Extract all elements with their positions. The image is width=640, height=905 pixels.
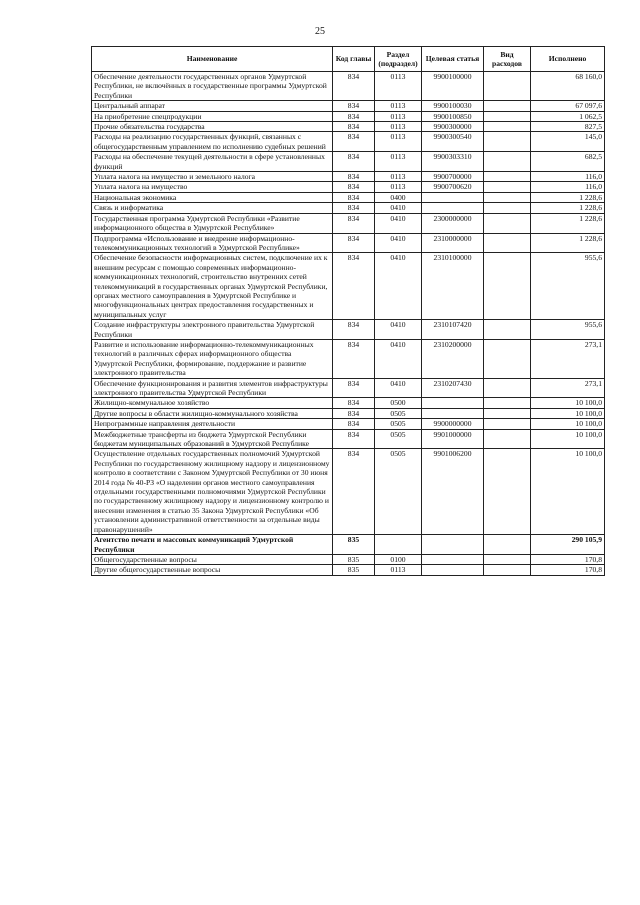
cell-kod: 834	[333, 122, 375, 132]
cell-kod: 834	[333, 419, 375, 429]
cell-celevaya: 9900303310	[422, 152, 484, 172]
cell-vid	[484, 554, 531, 564]
header-vid: Вид расходов	[484, 47, 531, 72]
table-row	[92, 419, 605, 429]
cell-name: Обеспечение безопасности информационных систем, подключение их к внешним ресурсам с помощью современных информационно-коммуникационных технологий, строительство внутренних сетей телекоммуникаций в государственных органах Удмуртской Республики, органах местного самоуправления в Удмуртской Республике и многофункциональных центрах предоставления государственных и муниципальных услуг	[92, 253, 333, 320]
cell-kod: 834	[333, 182, 375, 192]
cell-kod: 834	[333, 172, 375, 182]
cell-ispolneno: 170,8	[531, 554, 605, 564]
cell-ispolneno: 170,8	[531, 565, 605, 575]
table-row	[92, 253, 605, 320]
table-row	[92, 449, 605, 535]
cell-vid	[484, 213, 531, 233]
cell-vid	[484, 182, 531, 192]
header-kod: Код главы	[333, 47, 375, 72]
cell-celevaya: 9901006200	[422, 449, 484, 535]
budget-table	[91, 46, 605, 576]
cell-vid	[484, 429, 531, 449]
cell-vid	[484, 408, 531, 418]
cell-vid	[484, 320, 531, 340]
cell-razdel: 0113	[375, 72, 422, 101]
cell-kod: 834	[333, 213, 375, 233]
cell-razdel: 0505	[375, 449, 422, 535]
cell-kod: 834	[333, 339, 375, 378]
table-row	[92, 72, 605, 101]
cell-ispolneno: 10 100,0	[531, 429, 605, 449]
cell-ispolneno: 1 228,6	[531, 192, 605, 202]
cell-name: Другие вопросы в области жилищно-коммунального хозяйства	[92, 408, 333, 418]
cell-ispolneno: 955,6	[531, 320, 605, 340]
cell-kod: 834	[333, 101, 375, 111]
table-row	[92, 320, 605, 340]
cell-name: Осуществление отдельных государственных полномочий Удмуртской Республики по государственному жилищному надзору и лицензионному контролю в соответствии с Законом Удмуртской Республики от 30 июня 2014 года № 40-РЗ «О наделении органов местного самоуправления отдельными государственными полномочиями Удмуртской Республики по государственному жилищному надзору и лицензионному контролю и внесении изменения в статью 35 Закона Удмуртской Республики «Об установлении административной ответственности за отдельные виды правонарушений»	[92, 449, 333, 535]
cell-celevaya: 9900100000	[422, 72, 484, 101]
table-row	[92, 398, 605, 408]
cell-vid	[484, 72, 531, 101]
cell-vid	[484, 419, 531, 429]
cell-kod: 834	[333, 408, 375, 418]
cell-name: Другие общегосударственные вопросы	[92, 565, 333, 575]
cell-name: На приобретение спецпродукции	[92, 111, 333, 121]
table-row	[92, 172, 605, 182]
cell-razdel: 0113	[375, 122, 422, 132]
cell-ispolneno: 67 097,6	[531, 101, 605, 111]
cell-kod: 834	[333, 233, 375, 253]
cell-razdel: 0410	[375, 320, 422, 340]
cell-celevaya: 2310000000	[422, 233, 484, 253]
cell-kod: 834	[333, 449, 375, 535]
table-row	[92, 408, 605, 418]
cell-razdel: 0113	[375, 111, 422, 121]
cell-ispolneno: 10 100,0	[531, 408, 605, 418]
cell-celevaya	[422, 408, 484, 418]
cell-razdel: 0113	[375, 101, 422, 111]
page-number: 25	[315, 26, 325, 37]
cell-celevaya: 9900700620	[422, 182, 484, 192]
cell-vid	[484, 535, 531, 555]
table-row	[92, 378, 605, 398]
cell-kod: 835	[333, 565, 375, 575]
cell-celevaya: 2310107420	[422, 320, 484, 340]
cell-name: Уплата налога на имущество	[92, 182, 333, 192]
cell-vid	[484, 111, 531, 121]
cell-kod: 834	[333, 253, 375, 320]
cell-celevaya: 9900100850	[422, 111, 484, 121]
cell-name: Общегосударственные вопросы	[92, 554, 333, 564]
cell-name: Расходы на обеспечение текущей деятельности в сфере установленных функций	[92, 152, 333, 172]
table-row	[92, 554, 605, 564]
cell-kod: 834	[333, 398, 375, 408]
cell-razdel: 0410	[375, 233, 422, 253]
cell-celevaya	[422, 192, 484, 202]
cell-ispolneno: 116,0	[531, 172, 605, 182]
cell-kod: 834	[333, 152, 375, 172]
cell-kod: 834	[333, 203, 375, 213]
cell-razdel: 0505	[375, 429, 422, 449]
table-row	[92, 565, 605, 575]
cell-celevaya: 9900700000	[422, 172, 484, 182]
cell-name: Подпрограмма «Использование и внедрение информационно-телекоммуникационных технологий в Удмуртской Республике»	[92, 233, 333, 253]
cell-razdel: 0500	[375, 398, 422, 408]
cell-ispolneno: 116,0	[531, 182, 605, 192]
cell-razdel: 0410	[375, 339, 422, 378]
cell-razdel: 0113	[375, 152, 422, 172]
table-row	[92, 429, 605, 449]
table-row	[92, 132, 605, 152]
cell-name: Расходы на реализацию государственных функций, связанных с общегосударственным управлением по исполнению судебных решений	[92, 132, 333, 152]
cell-razdel: 0410	[375, 213, 422, 233]
cell-ispolneno: 273,1	[531, 378, 605, 398]
cell-name: Центральный аппарат	[92, 101, 333, 111]
cell-razdel: 0400	[375, 192, 422, 202]
cell-ispolneno: 10 100,0	[531, 419, 605, 429]
cell-ispolneno: 290 105,9	[531, 535, 605, 555]
cell-celevaya: 9901000000	[422, 429, 484, 449]
cell-vid	[484, 233, 531, 253]
cell-name: Обеспечение функционирования и развития элементов инфраструктуры электронного правительства Удмуртской Республики	[92, 378, 333, 398]
cell-razdel: 0113	[375, 565, 422, 575]
cell-name: Агентство печати и массовых коммуникаций Удмуртской Республики	[92, 535, 333, 555]
cell-celevaya: 2310100000	[422, 253, 484, 320]
cell-vid	[484, 398, 531, 408]
cell-celevaya	[422, 203, 484, 213]
cell-kod: 835	[333, 554, 375, 564]
cell-ispolneno: 273,1	[531, 339, 605, 378]
cell-ispolneno: 145,0	[531, 132, 605, 152]
table-row	[92, 339, 605, 378]
cell-kod: 834	[333, 132, 375, 152]
cell-name: Связь и информатика	[92, 203, 333, 213]
cell-name: Непрограммные направления деятельности	[92, 419, 333, 429]
cell-vid	[484, 101, 531, 111]
table-row	[92, 233, 605, 253]
cell-name: Создание инфраструктуры электронного правительства Удмуртской Республики	[92, 320, 333, 340]
table-row	[92, 101, 605, 111]
cell-ispolneno: 10 100,0	[531, 398, 605, 408]
cell-vid	[484, 192, 531, 202]
header-ispolneno: Исполнено	[531, 47, 605, 72]
cell-celevaya: 2300000000	[422, 213, 484, 233]
cell-razdel: 0113	[375, 132, 422, 152]
table-row	[92, 203, 605, 213]
cell-ispolneno: 1 062,5	[531, 111, 605, 121]
cell-name: Национальная экономика	[92, 192, 333, 202]
cell-name: Жилищно-коммунальное хозяйство	[92, 398, 333, 408]
cell-celevaya: 9900300540	[422, 132, 484, 152]
cell-razdel: 0113	[375, 182, 422, 192]
table-row	[92, 192, 605, 202]
cell-name: Уплата налога на имущество и земельного налога	[92, 172, 333, 182]
cell-name: Развитие и использование информационно-телекоммуникационных технологий в различных сферах информационного общества Удмуртской Республики, формирование, поддержание и развитие электронного правительства	[92, 339, 333, 378]
cell-razdel: 0410	[375, 203, 422, 213]
cell-vid	[484, 253, 531, 320]
cell-vid	[484, 378, 531, 398]
cell-ispolneno: 827,5	[531, 122, 605, 132]
cell-vid	[484, 339, 531, 378]
cell-razdel: 0505	[375, 419, 422, 429]
cell-celevaya: 9900100030	[422, 101, 484, 111]
cell-vid	[484, 152, 531, 172]
cell-razdel: 0410	[375, 378, 422, 398]
cell-celevaya: 9900000000	[422, 419, 484, 429]
cell-celevaya	[422, 554, 484, 564]
cell-razdel: 0410	[375, 253, 422, 320]
cell-vid	[484, 565, 531, 575]
cell-ispolneno: 955,6	[531, 253, 605, 320]
cell-razdel: 0113	[375, 172, 422, 182]
cell-kod: 834	[333, 378, 375, 398]
cell-vid	[484, 449, 531, 535]
header-celevaya: Целевая статья	[422, 47, 484, 72]
cell-razdel: 0100	[375, 554, 422, 564]
cell-kod: 834	[333, 111, 375, 121]
cell-celevaya	[422, 535, 484, 555]
header-razdel: Раздел (подраздел)	[375, 47, 422, 72]
cell-kod: 834	[333, 320, 375, 340]
cell-ispolneno: 1 228,6	[531, 233, 605, 253]
cell-name: Обеспечение деятельности государственных органов Удмуртской Республики, не включённых в государственные программы Удмуртской Республики	[92, 72, 333, 101]
table-header-row	[92, 47, 605, 72]
cell-vid	[484, 122, 531, 132]
cell-razdel: 0505	[375, 408, 422, 418]
cell-vid	[484, 203, 531, 213]
header-name: Наименование	[92, 47, 333, 72]
cell-ispolneno: 1 228,6	[531, 213, 605, 233]
table-row	[92, 122, 605, 132]
cell-kod: 834	[333, 192, 375, 202]
cell-celevaya	[422, 398, 484, 408]
cell-razdel	[375, 535, 422, 555]
table-row	[92, 111, 605, 121]
table-row	[92, 182, 605, 192]
cell-ispolneno: 682,5	[531, 152, 605, 172]
cell-name: Прочие обязательства государства	[92, 122, 333, 132]
cell-name: Межбюджетные трансферты из бюджета Удмуртской Республики бюджетам муниципальных образований в Удмуртской Республике	[92, 429, 333, 449]
cell-name: Государственная программа Удмуртской Республики «Развитие информационного общества в Удмуртской Республике»	[92, 213, 333, 233]
cell-ispolneno: 1 228,6	[531, 203, 605, 213]
cell-celevaya	[422, 565, 484, 575]
table-row	[92, 213, 605, 233]
cell-vid	[484, 132, 531, 152]
cell-celevaya: 9900300000	[422, 122, 484, 132]
cell-ispolneno: 68 160,0	[531, 72, 605, 101]
cell-celevaya: 2310207430	[422, 378, 484, 398]
cell-kod: 834	[333, 72, 375, 101]
table-row	[92, 152, 605, 172]
cell-celevaya: 2310200000	[422, 339, 484, 378]
table-row	[92, 535, 605, 555]
cell-kod: 835	[333, 535, 375, 555]
cell-kod: 834	[333, 429, 375, 449]
cell-vid	[484, 172, 531, 182]
cell-ispolneno: 10 100,0	[531, 449, 605, 535]
